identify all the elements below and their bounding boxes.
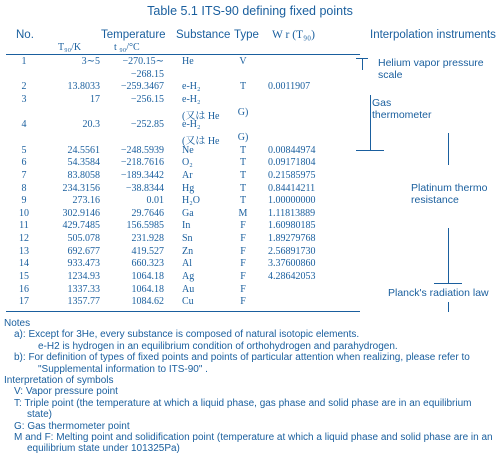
cell-type: M: [238, 207, 248, 219]
cell-t90-c: 231.928: [131, 233, 164, 245]
cell-type: T: [239, 195, 247, 207]
cell-substance: Hg: [182, 182, 195, 194]
header-temperature: Temperature: [101, 29, 166, 41]
platinum-label: Platinum thermo resistance: [411, 182, 488, 206]
cell-substance: Ag: [182, 271, 195, 283]
cell-no: 1: [21, 56, 27, 67]
cell-no: 15: [19, 271, 29, 283]
cell-substance: Cu: [182, 296, 194, 308]
cell-wr: 2.56891730: [268, 245, 316, 257]
cell-no: 17: [19, 296, 29, 308]
cell-t90-c: −252.85: [130, 119, 164, 131]
cell-type: G): [237, 131, 249, 143]
platinum-range-line-high: [448, 228, 449, 284]
cell-no: 5: [21, 144, 27, 156]
cell-no: 6: [21, 157, 27, 169]
cell-t90-c: −38.8344: [125, 182, 164, 194]
cell-substance: Au: [182, 283, 195, 295]
cell-wr: 1.00000000: [268, 195, 316, 207]
header-no: No.: [16, 29, 34, 41]
cell-wr: 1.11813889: [268, 207, 316, 219]
cell-type: F: [240, 245, 246, 257]
cell-type: F: [240, 271, 246, 283]
cell-substance: Ga: [182, 207, 194, 219]
cell-substance: Sn: [182, 233, 193, 245]
table-title: Table 5.1 ITS-90 defining fixed points: [147, 4, 353, 18]
cell-t90-k: 273.16: [72, 195, 100, 207]
cell-substance: In: [182, 220, 191, 232]
gas-range-cap: [356, 150, 384, 151]
cell-no: 8: [21, 182, 27, 194]
planck-range-line: [448, 302, 449, 312]
cell-t90-k: 692.677: [67, 245, 100, 257]
cell-substance: H₂O: [182, 195, 200, 207]
cell-wr: 0.84414211: [268, 182, 316, 194]
cell-t90-k: 302.9146: [62, 207, 100, 219]
cell-t90-c: 660.323: [131, 258, 164, 270]
cell-substance: Ne: [182, 144, 194, 156]
note-a-detail: e-H2 is hydrogen in an equilibrium condition of orthohydrogen and parahydrogen.: [38, 340, 398, 352]
note-a: a): Except for 3He, every substance is composed of natural isotopic elements.: [14, 329, 360, 341]
cell-no: 9: [21, 195, 27, 207]
cell-t90-k: 83.8058: [67, 169, 100, 181]
cell-wr: 1.60980185: [268, 220, 316, 232]
cell-t90-c: −256.15: [130, 93, 164, 105]
cell-type: F: [240, 233, 246, 245]
cell-t90-c: −259.3467: [120, 81, 164, 93]
cell-t90-k: 1234.93: [67, 271, 100, 283]
header-type: Type: [234, 29, 259, 41]
cell-type: T: [239, 81, 247, 93]
cell-substance: Zn: [182, 245, 194, 257]
cell-substance: Ar: [182, 169, 193, 181]
cell-t90-k: 933.473: [67, 258, 100, 270]
cell-substance: e-H₂: [182, 93, 201, 105]
header-rule: [6, 54, 360, 55]
cell-t90-c: 29.7646: [131, 207, 164, 219]
symbol-mf: M and F: Melting point and solidification point (temperature at which a liquid phase and solid phase are in an equilibrium state under 101325Pa): [14, 432, 493, 455]
cell-wr: 3.37600860: [268, 258, 316, 270]
cell-t90-c: 1084.62: [131, 296, 164, 308]
cell-t90-k: 13.8033: [67, 81, 100, 93]
cell-type: F: [240, 220, 246, 232]
cell-no: 4: [21, 119, 27, 131]
header-wr: W r (T₉₀): [272, 29, 315, 41]
header-t90-kelvin: T₉₀/K: [58, 42, 82, 53]
cell-substance: (又は He: [182, 110, 220, 122]
interpretation-heading: Interpretation of symbols: [4, 375, 114, 387]
cell-t90-c: −270.15∼: [122, 56, 164, 67]
note-b: b): For definition of types of fixed points and points of particular attention when realizing, please refer to "Supplemental information to ITS-90" .: [14, 352, 470, 375]
helium-label: Helium vapor pressure scale: [378, 57, 484, 81]
cell-substance: Al: [182, 258, 192, 270]
header-t90-celsius: t ₉₀/°C: [114, 42, 140, 53]
notes-section: [4, 318, 494, 455]
cell-no: 16: [19, 283, 29, 295]
cell-t90-k: 1337.33: [67, 283, 100, 295]
cell-substance: (又は He: [182, 135, 220, 147]
gas-thermometer-label: Gas thermometer: [372, 97, 432, 121]
cell-no: 11: [19, 220, 29, 232]
cell-substance: e-H₂: [182, 119, 201, 131]
cell-type: T: [239, 144, 247, 156]
helium-range-cap: [356, 58, 368, 59]
cell-t90-k: 17: [90, 93, 100, 105]
cell-no: 13: [19, 245, 29, 257]
cell-t90-c: −268.15: [130, 68, 164, 80]
notes-heading: Notes: [4, 318, 31, 329]
cell-type: F: [240, 296, 246, 308]
cell-t90-k: 1357.77: [67, 296, 100, 308]
cell-type: T: [239, 157, 247, 169]
cell-no: 12: [19, 233, 29, 245]
cell-t90-c: 419.527: [131, 245, 164, 257]
cell-no: 2: [21, 81, 27, 93]
cell-type: F: [240, 258, 246, 270]
cell-wr: 0.21585975: [268, 169, 316, 181]
cell-type: F: [240, 283, 246, 295]
cell-type: T: [239, 182, 247, 194]
cell-t90-k: 234.3156: [62, 182, 100, 194]
cell-substance: e-H₂: [182, 81, 201, 93]
cell-t90-c: 1064.18: [131, 271, 164, 283]
platinum-range-cap: [434, 283, 462, 284]
cell-t90-c: −248.5939: [120, 144, 164, 156]
cell-wr: 0.09171804: [268, 157, 316, 169]
cell-wr: 0.00844974: [268, 144, 316, 156]
cell-t90-k: 54.3584: [67, 157, 100, 169]
cell-t90-c: 1064.18: [131, 283, 164, 295]
cell-substance: O₂: [182, 157, 193, 169]
cell-no: 14: [19, 258, 29, 270]
cell-t90-c: −189.3442: [120, 169, 164, 181]
cell-t90-c: 156.5985: [126, 220, 164, 232]
symbol-t: T: Triple point (the temperature at which a liquid phase, gas phase and solid phase are in an equilibrium state): [14, 397, 472, 421]
cell-t90-k: 24.5561: [67, 144, 100, 156]
planck-label: Planck's radiation law: [388, 287, 489, 299]
cell-t90-k: 429.7485: [62, 220, 100, 232]
cell-type: T: [239, 169, 247, 181]
cell-t90-c: −218.7616: [120, 157, 164, 169]
cell-t90-c: 0.01: [146, 195, 164, 207]
footer-rule: [6, 311, 360, 312]
gas-range-line: [370, 95, 371, 151]
platinum-range-line-low: [448, 133, 449, 165]
cell-wr: 4.28642053: [268, 271, 316, 283]
header-interpolation: Interpolation instruments: [370, 29, 496, 41]
header-substance: Substance: [176, 29, 231, 41]
helium-range-line: [362, 58, 363, 70]
symbol-v: V: Vapor pressure point: [14, 386, 118, 398]
cell-t90-k: 3∼5: [81, 56, 100, 67]
cell-no: 10: [19, 207, 29, 219]
cell-t90-k: 505.078: [67, 233, 100, 245]
cell-t90-k: 20.3: [82, 119, 100, 131]
cell-substance: He: [182, 56, 194, 67]
cell-wr: 1.89279768: [268, 233, 316, 245]
cell-no: 7: [21, 169, 27, 181]
cell-no: 3: [21, 93, 27, 105]
cell-type: G): [237, 106, 249, 118]
cell-type: V: [239, 56, 247, 67]
symbol-g: G: Gas thermometer point: [14, 420, 130, 432]
cell-wr: 0.0011907: [268, 81, 311, 93]
